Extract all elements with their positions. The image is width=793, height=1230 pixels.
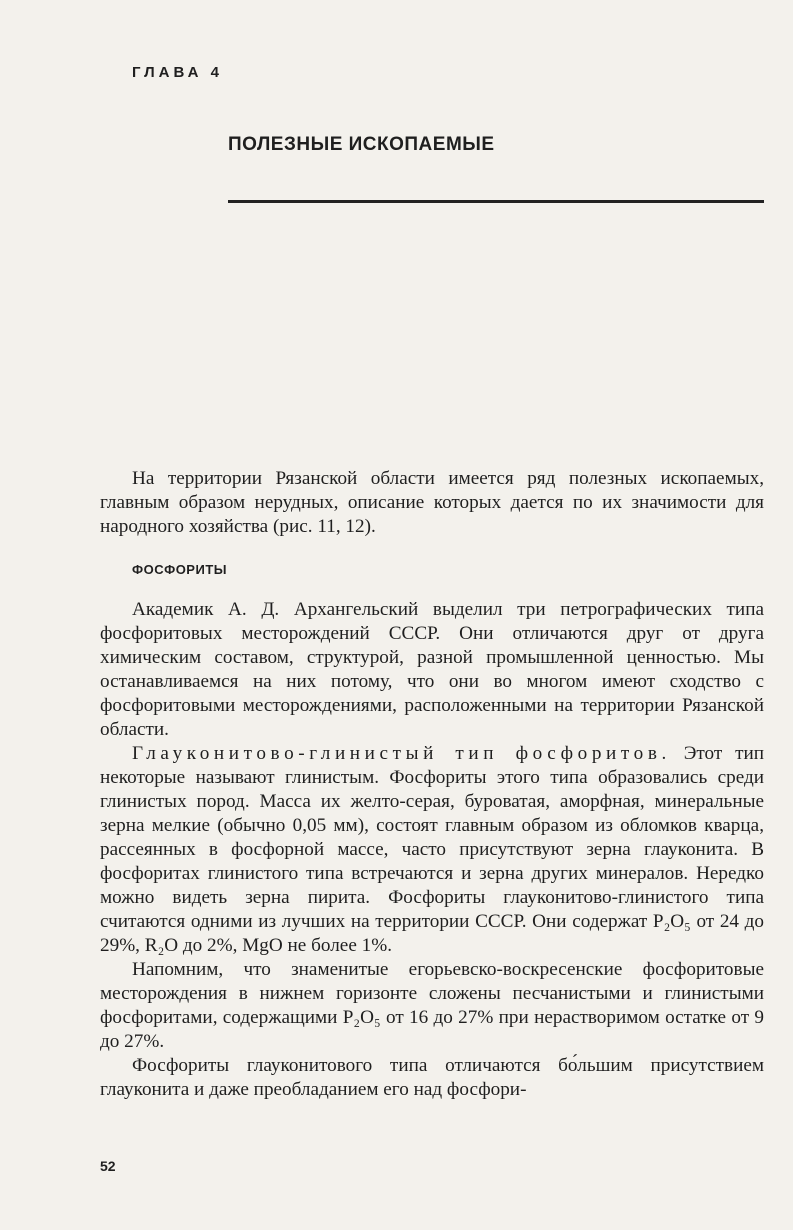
paragraph-2 bbox=[100, 742, 764, 958]
spaced-term: Глауконитово-глинистый тип фосфоритов. bbox=[132, 743, 671, 764]
chapter-heading: ГЛАВА 4 bbox=[132, 64, 223, 81]
paragraph-3: Напомним, что знаменитые егорьевско-воскресенские фосфоритовые месторождения в нижнем горизонте сложены песчанистыми и глинистыми фосфоритами, содержащими P₂O₅ от 16 до 27% при нерастворимом остатке от 9 до 27%. bbox=[100, 959, 764, 1052]
paragraph-2-text: Этот тип некоторые называют глинистым. Фосфориты этого типа образовались среди глинистых пород. Масса их желто-серая, буроватая, аморфная, минеральные зерна мелкие (обычно 0,05 мм), состоят главным образом из обломков кварца, рассеянных в фосфорной массе, часто присутствуют зерна глауконита. В фосфоритах глинистого типа встречаются и зерна других минералов. Нередко можно видеть зерна пирита. Фосфориты глауконитово-глинистого типа считаются одними из лучших на территории СССР. Они содержат P₂O₅ от 24 до 29%, R₂O до 2%, MgO не более 1%. bbox=[100, 743, 764, 956]
paragraph-4: Фосфориты глауконитового типа отличаются бо́льшим присутствием глауконита и даже преобладанием его над фосфори- bbox=[100, 1055, 764, 1100]
intro-paragraph bbox=[100, 467, 764, 539]
chapter-title: ПОЛЕЗНЫЕ ИСКОПАЕМЫЕ bbox=[228, 134, 495, 155]
section-body bbox=[100, 598, 764, 1102]
paragraph-1: Академик А. Д. Архангельский выделил три петрографических типа фосфоритовых месторождений СССР. Они отличаются друг от друга химическим составом, структурой, разной промышленной ценностью. Мы останавливаемся на них потому, что они во многом имеют сходство с фосфоритовыми месторождениями, расположенными на территории Рязанской области. bbox=[100, 599, 764, 740]
section-heading: ФОСФОРИТЫ bbox=[132, 562, 227, 577]
intro-text: На территории Рязанской области имеется ряд полезных ископаемых, главным образом нерудных, описание которых дается по их значимости для народного хозяйства (рис. 11, 12). bbox=[100, 468, 764, 537]
title-rule bbox=[228, 200, 764, 203]
page-number: 52 bbox=[100, 1158, 116, 1174]
